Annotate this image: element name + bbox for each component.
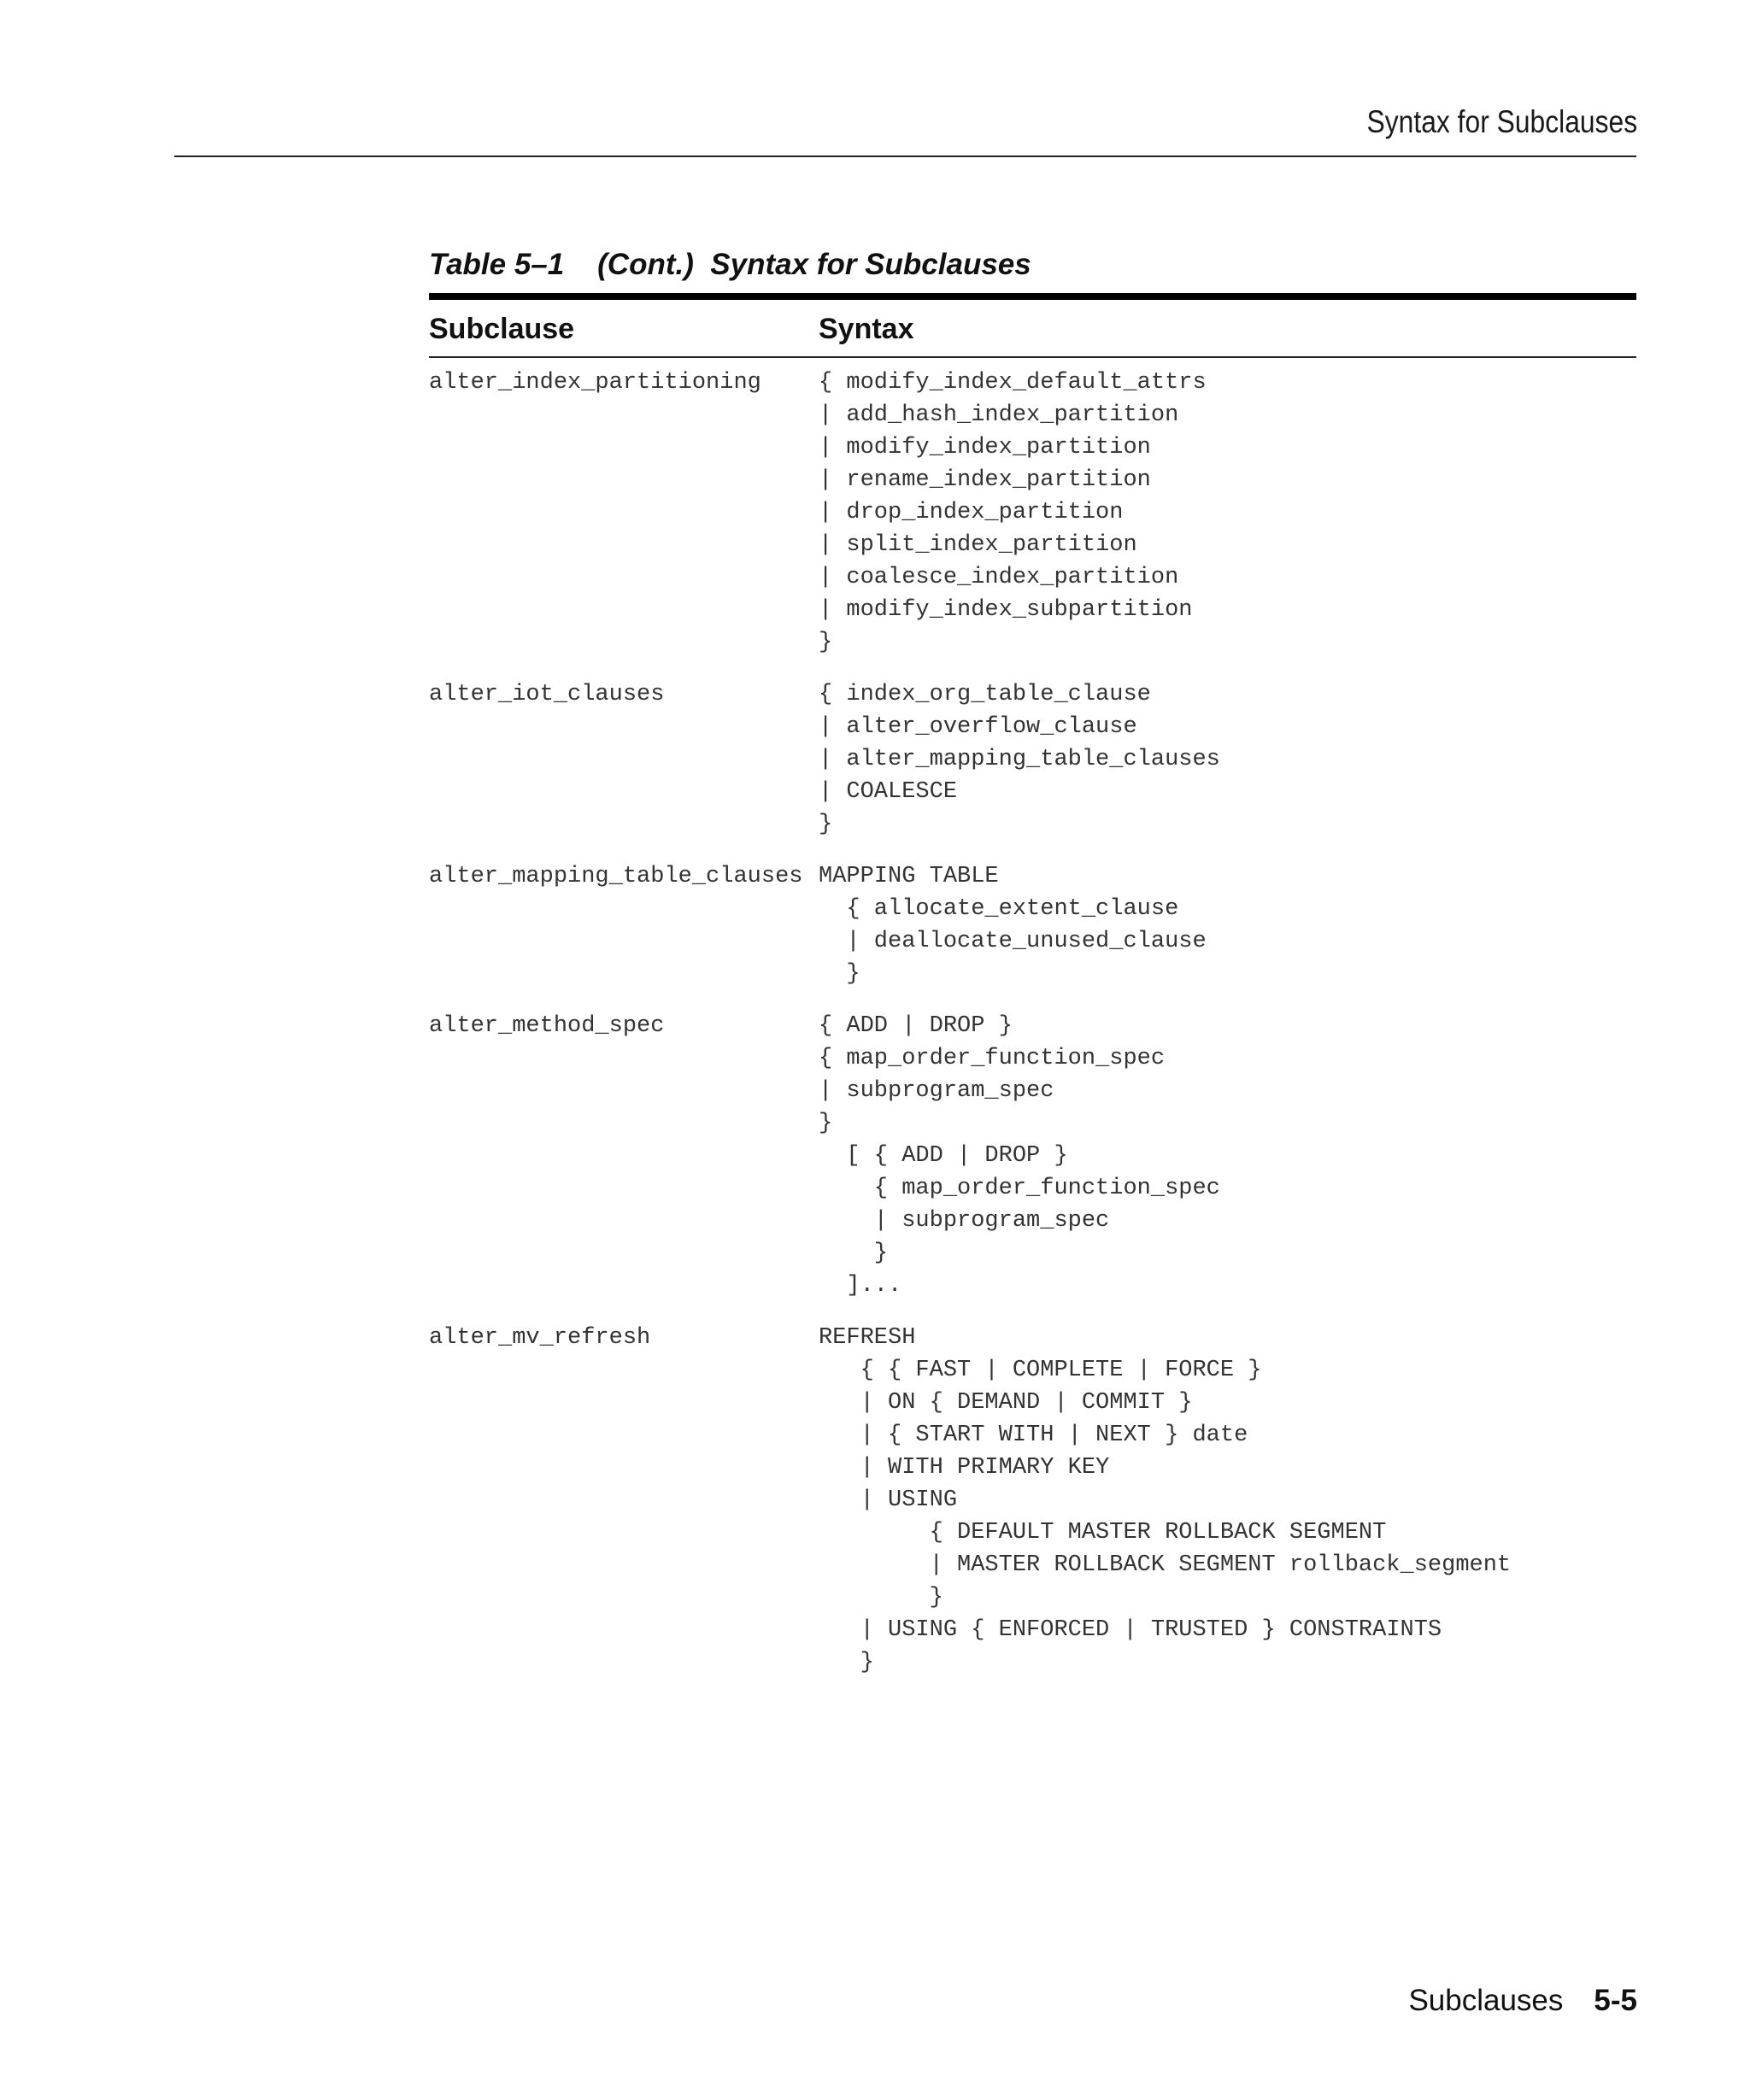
running-footer — [1408, 1984, 1637, 2018]
subclause-cell: alter_iot_clauses — [429, 682, 665, 707]
table-row — [429, 1010, 1636, 1302]
table-caption: Table 5–1 (Cont.) Syntax for Subclauses — [429, 248, 1031, 281]
subclause-cell: alter_mapping_table_clauses — [429, 864, 803, 889]
page-number: 5-5 — [1594, 1984, 1637, 2017]
syntax-cell: REFRESH { { FAST | COMPLETE | FORCE } | ON { DEMAND | COMMIT } | { START WITH | NEXT } date | WITH PRIMARY KEY | USING { DEFAULT MASTER ROLLBACK SEGMENT | MASTER ROLLBACK SEGMENT rollback_segment } | USING { ENFORCED | TRUSTED } CONSTRAINTS } — [819, 1325, 1512, 1675]
syntax-table — [429, 293, 1636, 1698]
subclause-cell: alter_method_spec — [429, 1013, 665, 1039]
subclause-cell: alter_index_partitioning — [429, 370, 761, 396]
column-header-syntax: Syntax — [819, 313, 914, 345]
subclause-cell: alter_mv_refresh — [429, 1325, 651, 1351]
running-header: Syntax for Subclauses — [1366, 104, 1637, 139]
syntax-cell: MAPPING TABLE { allocate_extent_clause | deallocate_unused_clause } — [819, 864, 1207, 987]
syntax-cell: { ADD | DROP } { map_order_function_spec | subprogram_spec } [ { ADD | DROP } { map_order_function_spec | subprogram_spec } ]... — [819, 1013, 1220, 1299]
footer-chapter-title: Subclauses — [1408, 1984, 1564, 2017]
syntax-cell: { index_org_table_clause | alter_overflow_clause | alter_mapping_table_clauses | COALESCE } — [819, 682, 1220, 837]
table-body — [429, 358, 1636, 1679]
table-header-row — [429, 300, 1636, 358]
table-row — [429, 678, 1636, 841]
table-row — [429, 1322, 1636, 1679]
column-header-subclause: Subclause — [429, 313, 575, 345]
table-row — [429, 860, 1636, 990]
table-row — [429, 367, 1636, 659]
header-rule — [174, 155, 1636, 157]
table-top-rule — [429, 293, 1636, 300]
syntax-cell: { modify_index_default_attrs | add_hash_index_partition | modify_index_partition | rename_index_partition | drop_index_partition | split_index_partition | coalesce_index_partition | modify_index_subpartition } — [819, 370, 1207, 655]
